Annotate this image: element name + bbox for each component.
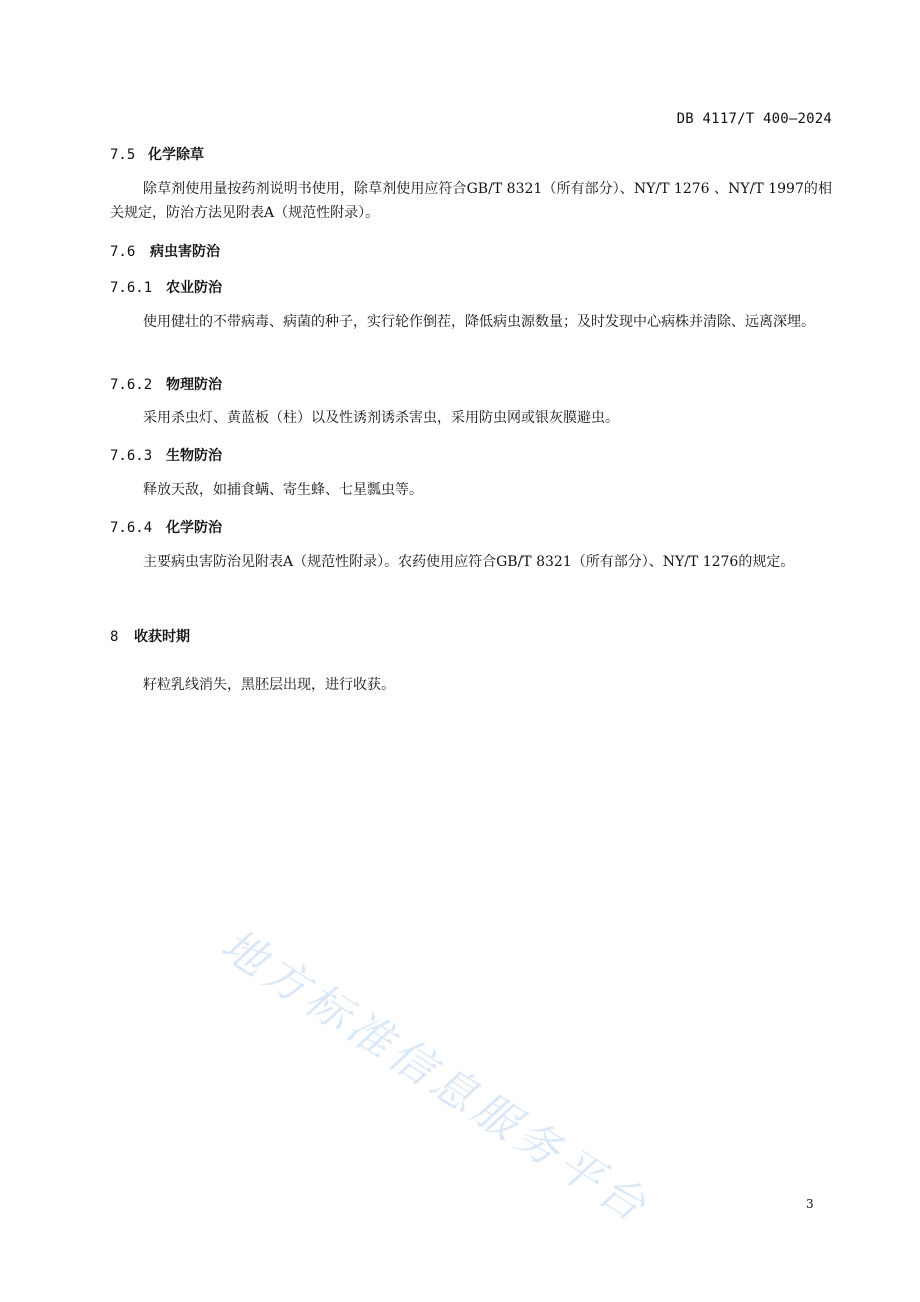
section-8-heading (110, 626, 190, 646)
section-7-6-2-text: 采用杀虫灯、黄蓝板（柱）以及性诱剂诱杀害虫，采用防虫网或银灰膜避虫。 (143, 410, 619, 426)
section-title: 化学防治 (166, 520, 222, 536)
section-7-6-1-text: 使用健壮的不带病毒、病菌的种子，实行轮作倒茬，降低病虫源数量；及时发现中心病株并清除、远离深埋。 (143, 314, 815, 330)
section-number: 7.6.2 (110, 377, 153, 393)
section-7-6-3-heading (110, 445, 222, 465)
section-number: 7.5 (110, 147, 136, 163)
section-title: 物理防治 (166, 377, 222, 393)
section-7-6-4-heading (110, 517, 222, 537)
section-7-6-2-heading (110, 374, 222, 394)
section-title: 生物防治 (166, 448, 222, 464)
section-7-5-text: 除草剂使用量按药剂说明书使用，除草剂使用应符合GB/T 8321（所有部分）、NY/T 1276 、NY/T 1997的相关规定，防治方法见附表A（规范性附录）。 (110, 181, 832, 221)
section-number: 7.6 (110, 244, 136, 260)
section-title: 收获时期 (134, 629, 190, 645)
section-number: 8 (110, 629, 119, 645)
section-7-6-4-text: 主要病虫害防治见附表A（规范性附录）。农药使用应符合GB/T 8321（所有部分）、NY/T 1276的规定。 (143, 554, 795, 570)
section-8-text: 籽粒乳线消失，黑胚层出现，进行收获。 (143, 677, 395, 693)
section-title: 农业防治 (166, 280, 222, 296)
section-number: 7.6.1 (110, 280, 153, 296)
section-7-6-1-heading (110, 277, 222, 297)
section-7-6-3-text: 释放天敌，如捕食螨、寄生蜂、七星瓢虫等。 (143, 482, 423, 498)
page-number: 3 (806, 1197, 814, 1211)
section-title: 病虫害防治 (150, 244, 220, 260)
document-code: DB 4117/T 400—2024 (676, 111, 832, 127)
section-number: 7.6.4 (110, 520, 153, 536)
section-7-5-heading (110, 144, 204, 164)
section-number: 7.6.3 (110, 448, 153, 464)
section-7-6-heading (110, 241, 220, 261)
watermark: 地方标准信息服务平台 (211, 919, 659, 1235)
section-title: 化学除草 (148, 147, 204, 163)
